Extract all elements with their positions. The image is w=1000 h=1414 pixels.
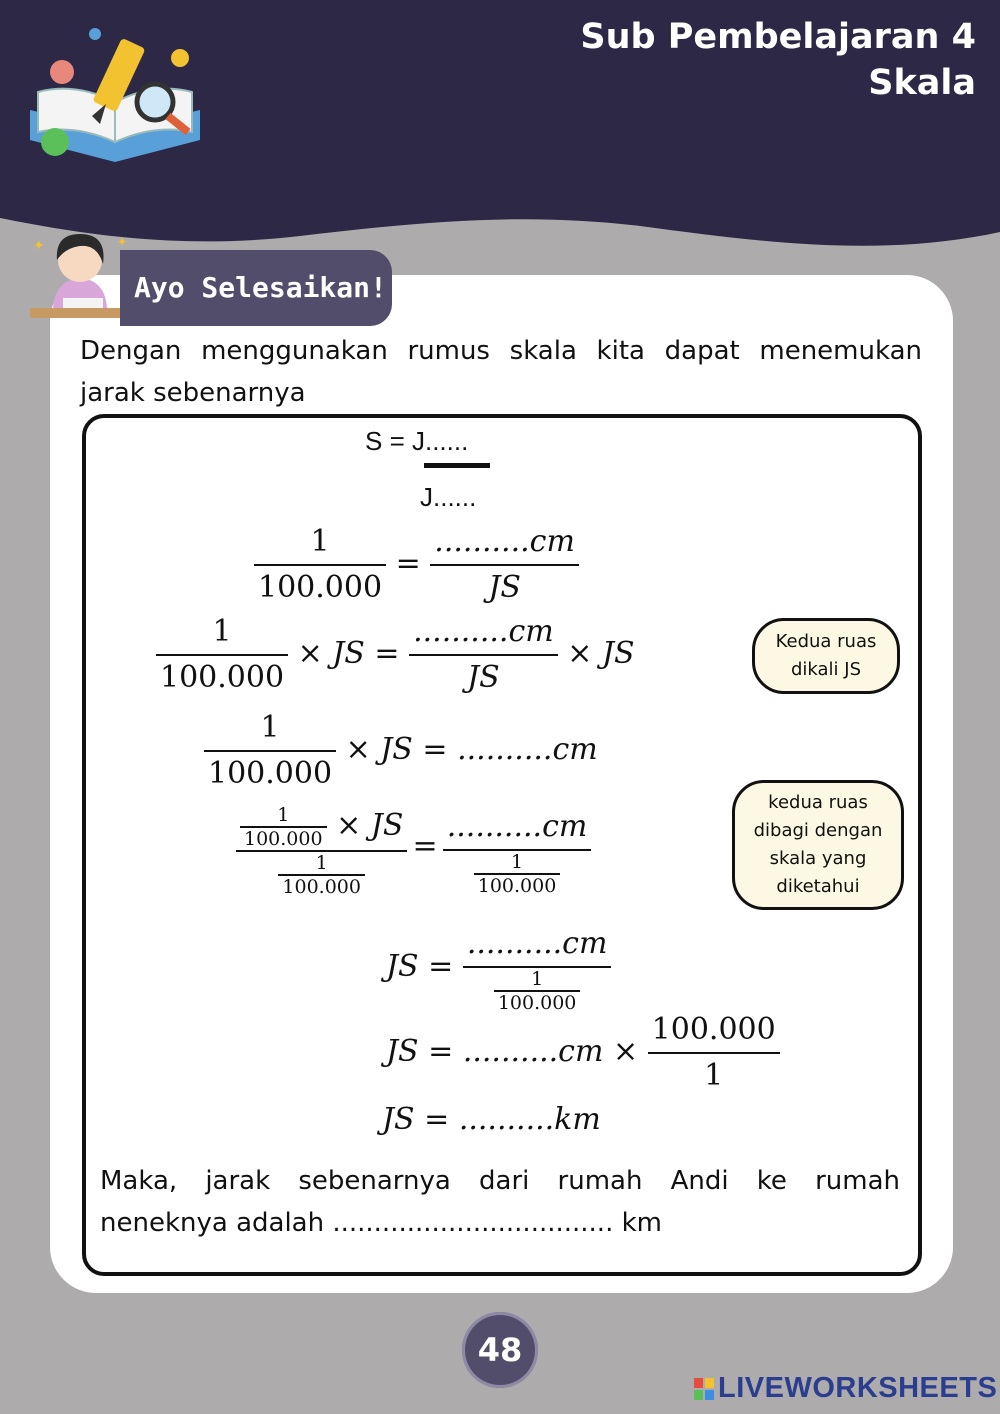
- page-title: [580, 14, 976, 106]
- equation-row-3: $\frac{1}{100.000}$ × JS = ..........cm: [204, 706, 598, 796]
- svg-text:✦: ✦: [117, 235, 128, 249]
- equation-row-1: $\frac{1}{100.000}$ = $\frac{..........cm}{JS}$: [254, 520, 579, 610]
- scale-formula-denominator: J......: [420, 482, 477, 512]
- note-bubble-divide: kedua ruas dibagi dengan skala yang diketahui: [732, 780, 904, 910]
- scale-formula-fraction-bar: [424, 463, 490, 468]
- conclusion-line-2: neneknya adalah .................................. km: [100, 1208, 662, 1238]
- page-number: 48: [462, 1312, 538, 1388]
- ayo-selesaikan-badge: Ayo Selesaikan!: [120, 250, 392, 326]
- svg-text:✦: ✦: [33, 238, 45, 254]
- liveworksheets-logo-icon: [694, 1378, 714, 1400]
- intro-line-2: jarak sebenarnya: [80, 378, 306, 408]
- scale-fraction: $\frac{1}{100.000}$: [254, 520, 386, 610]
- conclusion-text: [100, 1160, 900, 1244]
- book-pencil-logo-icon: [20, 20, 210, 170]
- title-line-2: Skala: [868, 63, 976, 103]
- equation-row-7: JS = ..........km: [382, 1102, 601, 1137]
- note-bubble-multiply: Kedua ruas dikali JS: [752, 618, 900, 694]
- equation-row-4: $\frac{1}{100.000}$ × JS $\frac{1}{100.000}$ = $\frac{..........cm}{\frac{1}{100.000}}$: [236, 804, 591, 898]
- intro-text: [80, 330, 922, 414]
- intro-line-1: Dengan menggunakan rumus skala kita dapat menemukan: [80, 336, 922, 366]
- title-line-1: Sub Pembelajaran 4: [580, 17, 976, 57]
- conclusion-line-1: Maka, jarak sebenarnya dari rumah Andi ke rumah: [100, 1166, 900, 1196]
- equation-row-5: JS = $\frac{..........cm}{\frac{1}{100.000}}$: [386, 922, 611, 1014]
- map-distance-fraction: $\frac{..........cm}{JS}$: [430, 520, 579, 610]
- scale-formula-numerator: S = J......: [365, 426, 469, 456]
- equation-row-6: JS = ..........cm × $\frac{100.000}{1}$: [386, 1008, 780, 1098]
- equation-row-2: $\frac{1}{100.000}$ × JS = $\frac{..........cm}{JS}$ × JS: [156, 610, 635, 700]
- liveworksheets-brand[interactable]: LIVEWORKSHEETS: [718, 1372, 998, 1404]
